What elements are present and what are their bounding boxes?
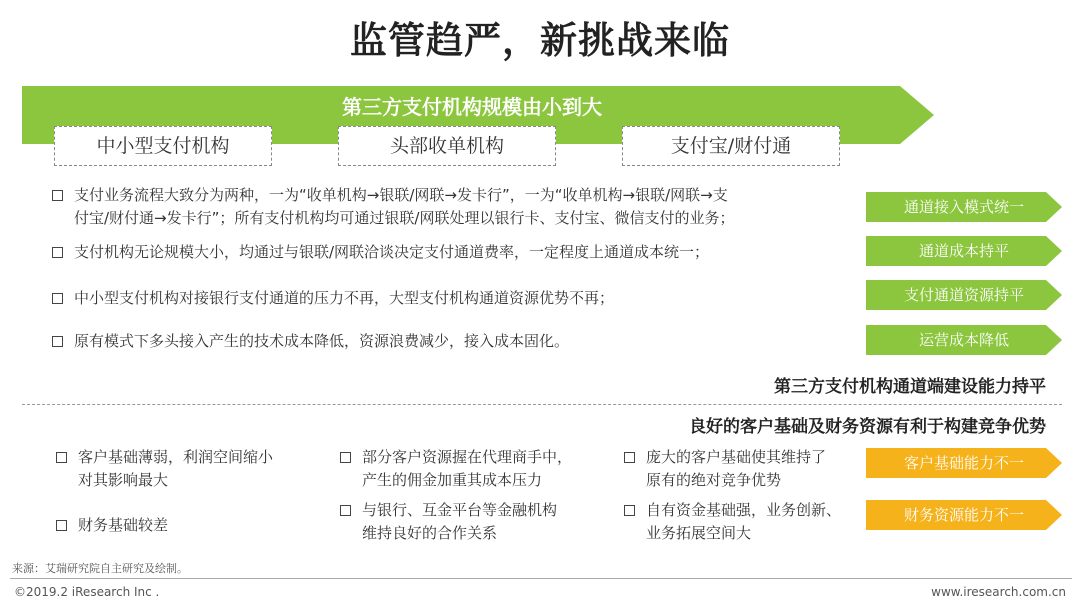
bullet-line: 中小型支付机构对接银行支付通道的压力不再，大型支付机构通道资源优势不再； xyxy=(74,289,615,307)
bullet-line: 维持良好的合作关系 xyxy=(362,524,498,542)
tag-label: 支付通道资源持平 xyxy=(903,286,1024,304)
tag-customer-base-unequal xyxy=(866,448,1062,478)
tag-label: 运营成本降低 xyxy=(918,331,1009,349)
copyright-text: ©2019.2 iResearch Inc . xyxy=(14,585,160,599)
bullet-square-icon xyxy=(56,452,67,463)
footer-divider xyxy=(10,578,1072,579)
website-link[interactable]: www.iresearch.com.cn xyxy=(931,585,1066,599)
banner-label: 第三方支付机构规模由小到大 xyxy=(342,95,602,119)
tag-label: 通道成本持平 xyxy=(918,242,1009,260)
source-note: 来源：艾瑞研究院自主研究及绘制。 xyxy=(12,562,188,575)
bullet-square-icon xyxy=(52,336,63,347)
column-small-mid-institutions: 中小型支付机构 xyxy=(54,126,272,166)
bullet-line: 对其影响最大 xyxy=(78,471,169,489)
bullet-line: 自有资金基础强，业务创新、 xyxy=(646,501,842,519)
conclusion-lower: 良好的客户基础及财务资源有利于构建竞争优势 xyxy=(689,417,1046,437)
bullet-line: 财务基础较差 xyxy=(78,516,169,534)
bullet-line: 部分客户资源握在代理商手中， xyxy=(362,448,573,466)
section-divider xyxy=(22,404,1062,405)
bullet-line: 客户基础薄弱，利润空间缩小 xyxy=(78,448,274,466)
bullet-line: 原有的绝对竞争优势 xyxy=(646,471,782,489)
bullet-square-icon xyxy=(52,293,63,304)
tag-label: 通道接入模式统一 xyxy=(903,198,1024,216)
bullet-square-icon xyxy=(340,505,351,516)
bullet-line: 庞大的客户基础使其维持了 xyxy=(646,448,827,466)
bullet-square-icon xyxy=(52,247,63,258)
bullet-line: 支付机构无论规模大小，均通过与银联/网联洽谈决定支付通道费率，一定程度上通道成本统一； xyxy=(74,243,710,261)
bullet-line: 与银行、互金平台等金融机构 xyxy=(362,501,558,519)
bullet-square-icon xyxy=(624,452,635,463)
bullet-line: 支付业务流程大致分为两种，一为“收单机构→银联/网联→发卡行”，一为“收单机构→银联/网联→支 xyxy=(74,186,728,204)
tag-channel-cost-equal xyxy=(866,236,1062,266)
tag-label: 财务资源能力不一 xyxy=(903,506,1024,524)
column-leading-acquirers: 头部收单机构 xyxy=(338,126,556,166)
column-alipay-tenpay: 支付宝/财付通 xyxy=(622,126,840,166)
tag-financial-resource-unequal xyxy=(866,500,1062,530)
conclusion-upper: 第三方支付机构通道端建设能力持平 xyxy=(774,377,1046,397)
bullet-square-icon xyxy=(52,190,63,201)
bullet-line: 原有模式下多头接入产生的技术成本降低，资源浪费减少，接入成本固化。 xyxy=(74,332,570,350)
bullet-square-icon xyxy=(340,452,351,463)
tag-operating-cost-lower xyxy=(866,325,1062,355)
tag-channel-access-unified xyxy=(866,192,1062,222)
bullet-square-icon xyxy=(624,505,635,516)
bullet-line: 业务拓展空间大 xyxy=(646,524,752,542)
bullet-square-icon xyxy=(56,520,67,531)
bullet-line: 付宝/财付通→发卡行”；所有支付机构均可通过银联/网联处理以银行卡、支付宝、微信支付的业务； xyxy=(74,209,735,227)
bullet-line: 产生的佣金加重其成本压力 xyxy=(362,471,543,489)
tag-label: 客户基础能力不一 xyxy=(903,454,1024,472)
page-title: 监管趋严，新挑战来临 xyxy=(350,19,730,62)
tag-channel-resource-equal xyxy=(866,280,1062,310)
